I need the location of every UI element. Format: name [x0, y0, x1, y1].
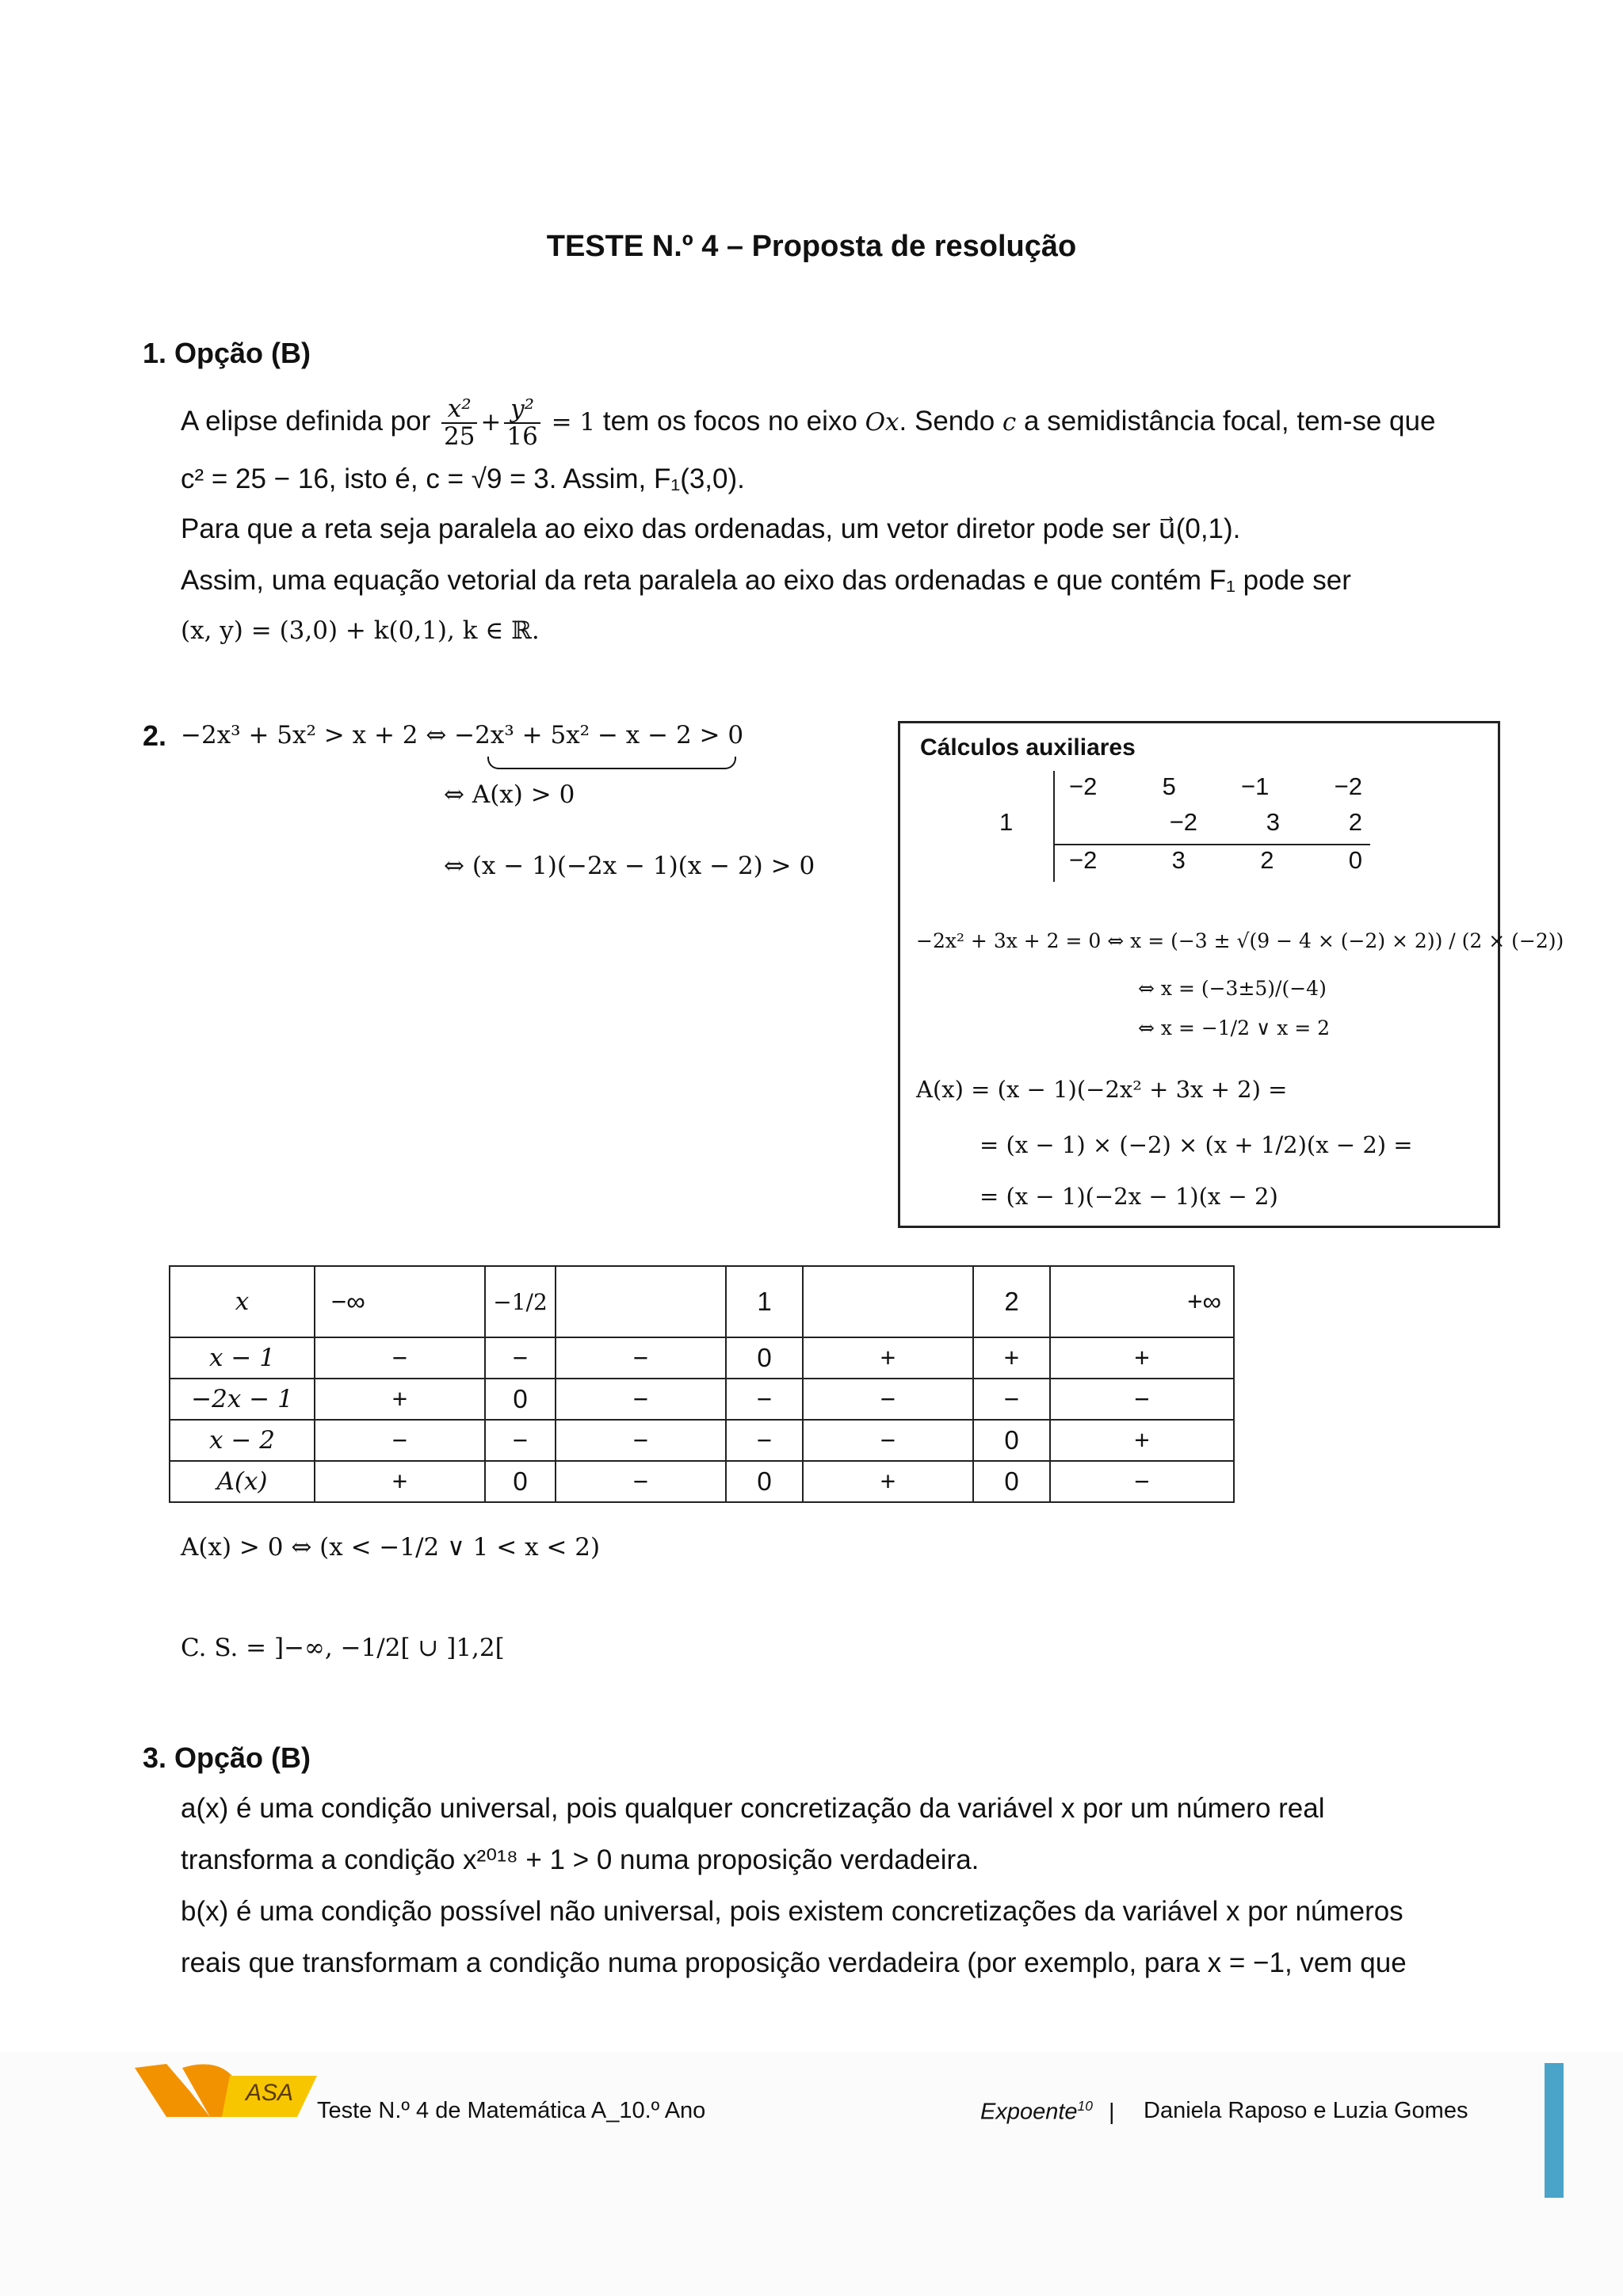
sign-row-A-of-x: [170, 1461, 1234, 1502]
footer-left: Teste N.º 4 de Matemática A_10.º Ano: [317, 2098, 706, 2123]
q2-eq1: −2x³ + 5x² > x + 2 ⇔ −2x³ + 5x² − x − 2 > 0: [181, 721, 744, 749]
sign-row-minus-2x-minus-1: [170, 1379, 1234, 1420]
q1-line2: c² = 25 − 16, isto é, c = √9 = 3. Assim, F₁(3,0).: [181, 463, 745, 494]
q2-eq2: ⇔ A(x) > 0: [444, 780, 575, 809]
factorization-3: = (x − 1)(−2x − 1)(x − 2): [980, 1183, 1278, 1210]
sign-cell: −: [556, 1379, 726, 1420]
q1-text: . Sendo: [899, 405, 995, 437]
q1-heading: 1. Opção (B): [143, 337, 311, 369]
header-cell: −1/2: [485, 1266, 556, 1337]
q2-solution-set: C. S. = ]−∞, −1/2[ ∪ ]1,2[: [181, 1634, 505, 1662]
q1-var: Ox: [865, 407, 899, 437]
sign-cell: −: [803, 1379, 973, 1420]
page-title: TESTE N.º 4 – Proposta de resolução: [546, 230, 1077, 263]
factorization-1: A(x) = (x − 1)(−2x² + 3x + 2) =: [916, 1076, 1288, 1103]
header-cell: −∞: [315, 1266, 485, 1337]
row-label: x − 2: [170, 1420, 315, 1461]
header-cell: [803, 1266, 973, 1337]
ruffini-vline: [1053, 771, 1055, 882]
sign-cell: 0: [485, 1461, 556, 1502]
sign-cell: 0: [726, 1337, 803, 1379]
sign-cell: +: [803, 1337, 973, 1379]
sign-cell: −: [973, 1379, 1050, 1420]
ruffini-coef: −2: [1069, 772, 1098, 800]
q2-eq3: ⇔ (x − 1)(−2x − 1)(x − 2) > 0: [444, 852, 815, 880]
quadratic-roots: ⇔ x = −1/2 ∨ x = 2: [1138, 1016, 1331, 1039]
sign-row-x-minus-1: [170, 1337, 1234, 1379]
header-cell: +∞: [1050, 1266, 1234, 1337]
ruffini-coef: −2: [1334, 772, 1362, 800]
fraction-x2-25: $\frac{\text{x²}}{25}$: [441, 396, 477, 449]
ruffini-coef: [1069, 808, 1101, 837]
ruffini-coef: 2: [1260, 846, 1274, 874]
header-cell: 1: [726, 1266, 803, 1337]
underbrace: [487, 757, 736, 769]
sign-table-header: [170, 1266, 1234, 1337]
q1-line1: A elipse definida por $\frac{\text{x²}}{25}$ + $\frac{\text{y²}}{16}$ = 1 tem os focos no eixo Ox. Sendo c a semidistância focal, tem-se que: [181, 395, 1436, 451]
sign-cell: +: [315, 1461, 485, 1502]
sign-cell: 0: [973, 1420, 1050, 1461]
sign-table: [169, 1265, 1235, 1503]
ruffini-coef: 3: [1266, 808, 1281, 836]
q1-text: a semidistância focal, tem-se que: [1024, 405, 1436, 437]
q3-line3: b(x) é uma condição possível não universal, pois existem concretizações da variável x por números: [181, 1896, 1403, 1927]
q3-heading: 3. Opção (B): [143, 1741, 311, 1774]
footer-book-edition: 10: [1077, 2098, 1093, 2114]
header-cell: x: [170, 1266, 315, 1337]
sign-cell: 0: [726, 1461, 803, 1502]
side-accent-bar: [1545, 2063, 1564, 2198]
q3-line1: a(x) é uma condição universal, pois qualquer concretização da variável x por um número real: [181, 1793, 1325, 1824]
q1-text: A elipse definida por: [181, 405, 431, 437]
asa-logo: [135, 2060, 317, 2123]
auxiliary-calculations-box: [898, 721, 1564, 1228]
ruffini-coef: −1: [1241, 772, 1270, 800]
sign-cell: +: [315, 1379, 485, 1420]
ruffini-hline: [1053, 844, 1370, 845]
sign-cell: −: [1050, 1461, 1234, 1502]
ruffini-coef: 0: [1348, 846, 1362, 874]
ruffini-coef: 2: [1348, 808, 1362, 836]
logo-text: ASA: [246, 2080, 294, 2106]
sign-cell: −: [556, 1337, 726, 1379]
sign-cell: 0: [973, 1461, 1050, 1502]
sign-cell: −: [315, 1337, 485, 1379]
footer-book: [980, 2098, 1115, 2126]
footer-book-title: Expoente: [980, 2099, 1078, 2125]
ruffini-coef: 5: [1162, 772, 1176, 800]
q2-conclusion: A(x) > 0 ⇔ (x < −1/2 ∨ 1 < x < 2): [181, 1533, 601, 1562]
sign-cell: +: [973, 1337, 1050, 1379]
row-label: −2x − 1: [170, 1379, 315, 1420]
factorization-2: = (x − 1) × (−2) × (x + 1/2)(x − 2) =: [980, 1131, 1413, 1158]
ruffini-row1: [1069, 772, 1362, 801]
q2-number: 2.: [143, 719, 167, 752]
footer-authors: Daniela Raposo e Luzia Gomes: [1144, 2098, 1468, 2123]
q1-line3: Para que a reta seja paralela ao eixo das ordenadas, um vetor diretor pode ser u⃗(0,1).: [181, 513, 1241, 544]
q3-line4: reais que transformam a condição numa proposição verdadeira (por exemplo, para x = −1, vem que: [181, 1947, 1407, 1978]
sign-cell: 0: [485, 1379, 556, 1420]
fraction-y2-16: $\frac{\text{y²}}{16}$: [504, 396, 540, 449]
ruffini-root: 1: [999, 808, 1014, 836]
sign-cell: −: [556, 1420, 726, 1461]
footer-separator: |: [1108, 2099, 1115, 2125]
sign-row-x-minus-2: [170, 1420, 1234, 1461]
sign-cell: −: [485, 1420, 556, 1461]
sign-cell: −: [485, 1337, 556, 1379]
ruffini-coef: −2: [1069, 846, 1098, 874]
ruffini-row2: [1069, 808, 1362, 837]
quadratic-formula: −2x² + 3x + 2 = 0 ⇔ x = (−3 ± √(9 − 4 × (−2) × 2)) / (2 × (−2)): [916, 929, 1564, 952]
row-label: x − 1: [170, 1337, 315, 1379]
q1-var: c: [1002, 407, 1017, 437]
sign-cell: −: [1050, 1379, 1234, 1420]
quadratic-step2: ⇔ x = (−3±5)/(−4): [1138, 977, 1327, 1000]
sign-cell: +: [1050, 1420, 1234, 1461]
q1-line4: Assim, uma equação vetorial da reta paralela ao eixo das ordenadas e que contém F₁ pode ser: [181, 565, 1351, 596]
sign-cell: −: [556, 1461, 726, 1502]
header-cell: 2: [973, 1266, 1050, 1337]
sign-cell: +: [1050, 1337, 1234, 1379]
row-label: A(x): [170, 1461, 315, 1502]
ruffini-coef: −2: [1169, 808, 1198, 836]
ruffini-coef: 3: [1171, 846, 1186, 874]
ruffini-row3: [1069, 846, 1362, 875]
q1-line5: (x, y) = (3,0) + k(0,1), k ∈ ℝ.: [181, 616, 540, 645]
sign-cell: −: [803, 1420, 973, 1461]
sign-cell: −: [726, 1379, 803, 1420]
q3-line2: transforma a condição x²⁰¹⁸ + 1 > 0 numa proposição verdadeira.: [181, 1844, 980, 1875]
aux-title: Cálculos auxiliares: [920, 734, 1136, 761]
sign-cell: −: [315, 1420, 485, 1461]
header-cell: [556, 1266, 726, 1337]
sign-cell: −: [726, 1420, 803, 1461]
sign-cell: +: [803, 1461, 973, 1502]
q1-eq: = 1: [551, 407, 596, 437]
q1-text: tem os focos no eixo: [602, 405, 857, 437]
